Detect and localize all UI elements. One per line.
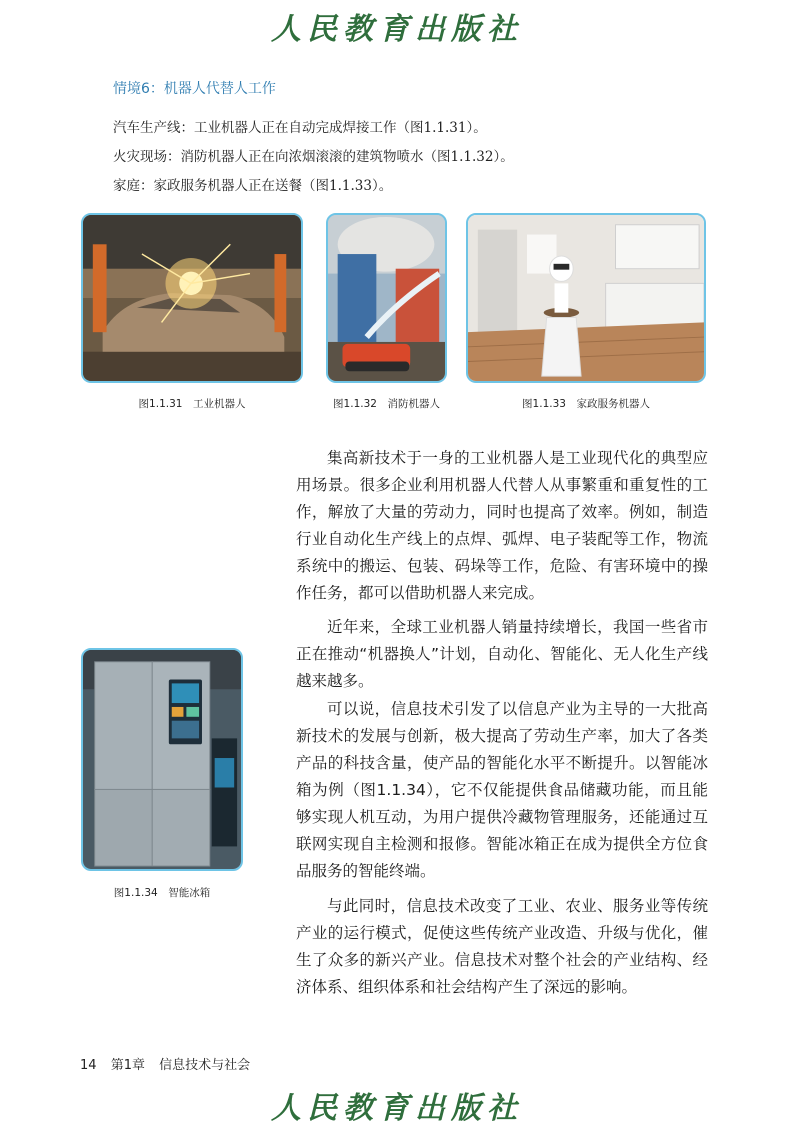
page-footer <box>80 1054 260 1073</box>
page-number: 14 <box>80 1058 97 1073</box>
smart-fridge-photo <box>81 648 243 871</box>
fire-robot-photo <box>326 213 447 383</box>
paragraph-robot-sales: 近年来，全球工业机器人销量持续增长，我国一些省市正在推动“机器换人”计划，自动化、智能化、无人化生产线越来越多。 <box>296 618 708 690</box>
paragraph-smart-fridge: 可以说，信息技术引发了以信息产业为主导的一大批高新技术的发展与创新，极大提高了劳动生产率，加大了各类产品的科技含量，使产品的智能化水平不断提升。以智能冰箱为例（图1.1.34），它不仅能提供食品储藏功能，而且能够实现人机互动，为用户提供冷藏物管理服务，还能通过互联网实现自主检测和报修。智能冰箱正在成为提供全方位食品服务的智能终端。 <box>296 700 708 880</box>
publisher-logo-top: 人民教育出版社 <box>271 12 523 47</box>
publisher-logo-bottom: 人民教育出版社 <box>271 1091 523 1126</box>
chapter-title: 信息技术与社会 <box>159 1058 251 1073</box>
figure-1-1-34-caption: 图1.1.34 智能冰箱 <box>113 887 211 899</box>
industrial-robot-photo <box>81 213 303 383</box>
scenario-title: 情境6：机器人代替人工作 <box>113 81 276 97</box>
scenario-line-fire: 火灾现场：消防机器人正在向浓烟滚滚的建筑物喷水（图1.1.32）。 <box>113 149 514 165</box>
scenario-line-car: 汽车生产线：工业机器人正在自动完成焊接工作（图1.1.31）。 <box>113 120 487 136</box>
chapter-number: 第1章 <box>110 1058 145 1073</box>
figure-1-1-33-caption: 图1.1.33 家政服务机器人 <box>522 398 650 410</box>
paragraph-industry-change: 与此同时，信息技术改变了工业、农业、服务业等传统产业的运行模式，促使这些传统产业改造、升级与优化，催生了众多的新兴产业。信息技术对整个社会的产业结构、经济体系、组织体系和社会结构产生了深远的影响。 <box>296 897 708 996</box>
scenario-line-home: 家庭：家政服务机器人正在送餐（图1.1.33）。 <box>113 178 393 194</box>
figure-1-1-32-caption: 图1.1.32 消防机器人 <box>333 398 440 410</box>
paragraph-industrial-robots: 集高新技术于一身的工业机器人是工业现代化的典型应用场景。很多企业利用机器人代替人从事繁重和重复性的工作，解放了大量的劳动力，同时也提高了效率。例如，制造行业自动化生产线上的点焊、弧焊、电子装配等工作，物流系统中的搬运、包装、码垛等工作，危险、有害环境中的操作任务，都可以借助机器人来完成。 <box>296 449 708 602</box>
home-robot-photo <box>466 213 706 383</box>
figure-1-1-31-caption: 图1.1.31 工业机器人 <box>138 398 246 410</box>
